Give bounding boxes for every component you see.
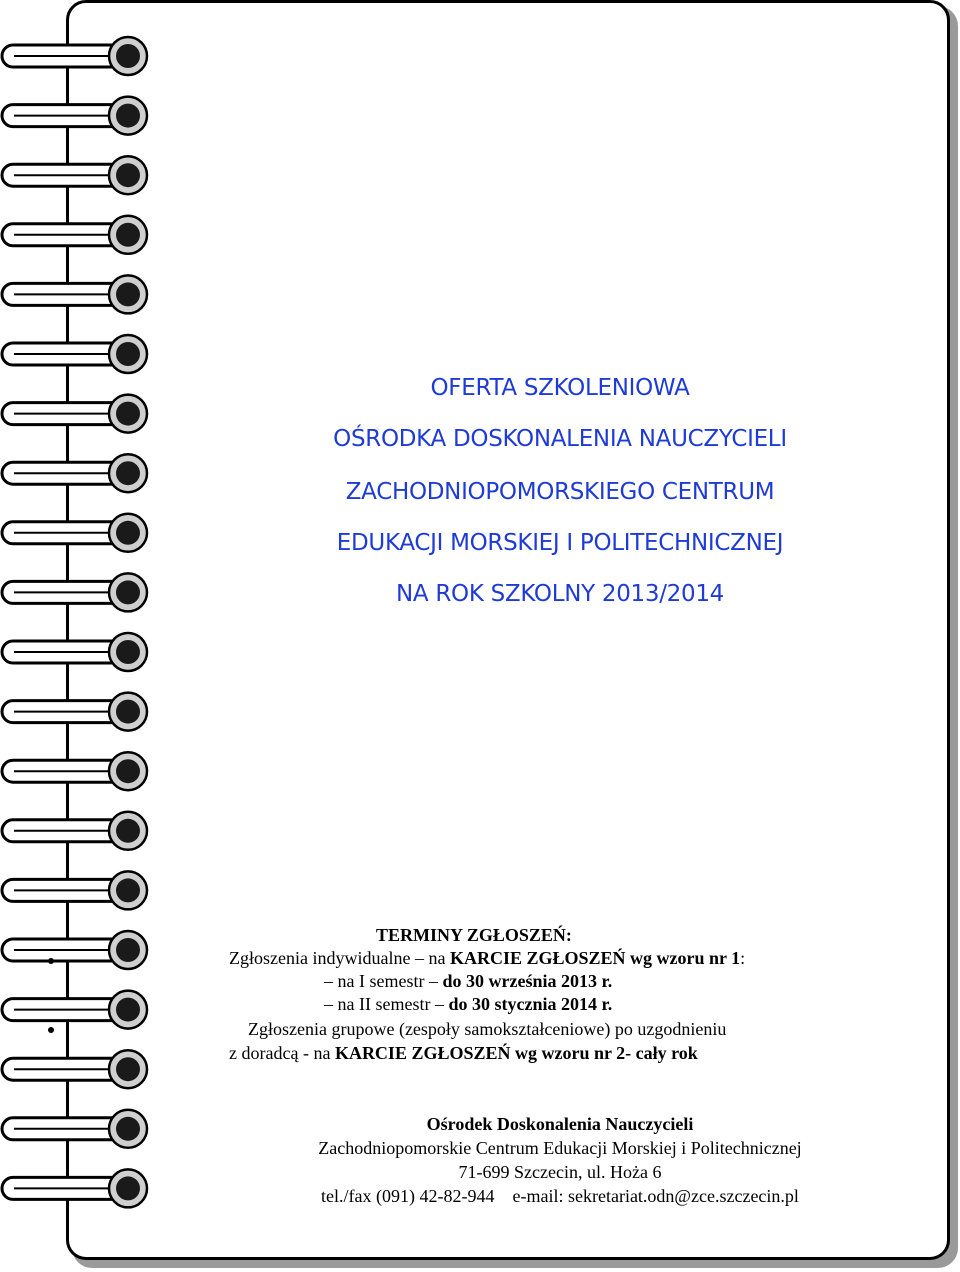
spiral-ring — [2, 275, 147, 313]
spiral-ring — [2, 1110, 147, 1148]
spiral-ring — [2, 633, 147, 671]
title-line-4: EDUKACJI MORSKIEJ I POLITECHNICZNEJ — [336, 530, 784, 556]
group-line-1: Zgłoszenia grupowe (zespoły samokształceniowe) po uzgodnieniu — [248, 1019, 727, 1039]
semester-2-line: – na II semestr – do 30 stycznia 2014 r. — [324, 994, 613, 1014]
spiral-ring — [2, 395, 147, 433]
spiral-ring — [2, 871, 147, 909]
spiral-binding — [0, 0, 160, 1272]
title-line-3: ZACHODNIOPOMORSKIEGO CENTRUM — [345, 479, 775, 505]
spiral-ring — [2, 97, 147, 135]
spiral-ring — [2, 1050, 147, 1088]
spiral-ring — [2, 37, 147, 75]
spiral-ring — [2, 454, 147, 492]
spiral-ring — [2, 991, 147, 1029]
contact-name: Ośrodek Doskonalenia Nauczycieli — [426, 1114, 694, 1134]
group-line-2: z doradcą - na KARCIE ZGŁOSZEŃ wg wzoru nr 2- cały rok — [229, 1043, 698, 1063]
spiral-ring — [2, 812, 147, 850]
title-line-5: NA ROK SZKOLNY 2013/2014 — [395, 581, 724, 607]
title-line-2: OŚRODKA DOSKONALENIA NAUCZYCIELI — [333, 426, 787, 452]
contact-address: 71-699 Szczecin, ul. Hoża 6 — [458, 1162, 662, 1182]
individual-line: Zgłoszenia indywidualne – na KARCIE ZGŁOSZEŃ wg wzoru nr 1: — [229, 948, 746, 968]
bullet-1 — [48, 958, 54, 964]
notebook-page — [66, 0, 950, 1260]
spiral-ring — [2, 931, 147, 969]
contact-org: Zachodniopomorskie Centrum Edukacji Morskiej i Politechnicznej — [318, 1138, 802, 1158]
spiral-ring — [2, 216, 147, 254]
spiral-ring — [2, 514, 147, 552]
bullet-2 — [48, 1027, 54, 1033]
spiral-ring — [2, 752, 147, 790]
title-line-1: OFERTA SZKOLENIOWA — [430, 375, 690, 401]
semester-1-line: – na I semestr – do 30 września 2013 r. — [324, 971, 613, 991]
contact-phone-email: tel./fax (091) 42-82-944 e-mail: sekretariat.odn@zce.szczecin.pl — [321, 1186, 799, 1206]
terms-heading: TERMINY ZGŁOSZEŃ: — [376, 925, 572, 945]
spiral-ring — [2, 1169, 147, 1207]
spiral-ring — [2, 335, 147, 373]
spiral-ring — [2, 156, 147, 194]
spiral-ring — [2, 693, 147, 731]
spiral-ring — [2, 573, 147, 611]
